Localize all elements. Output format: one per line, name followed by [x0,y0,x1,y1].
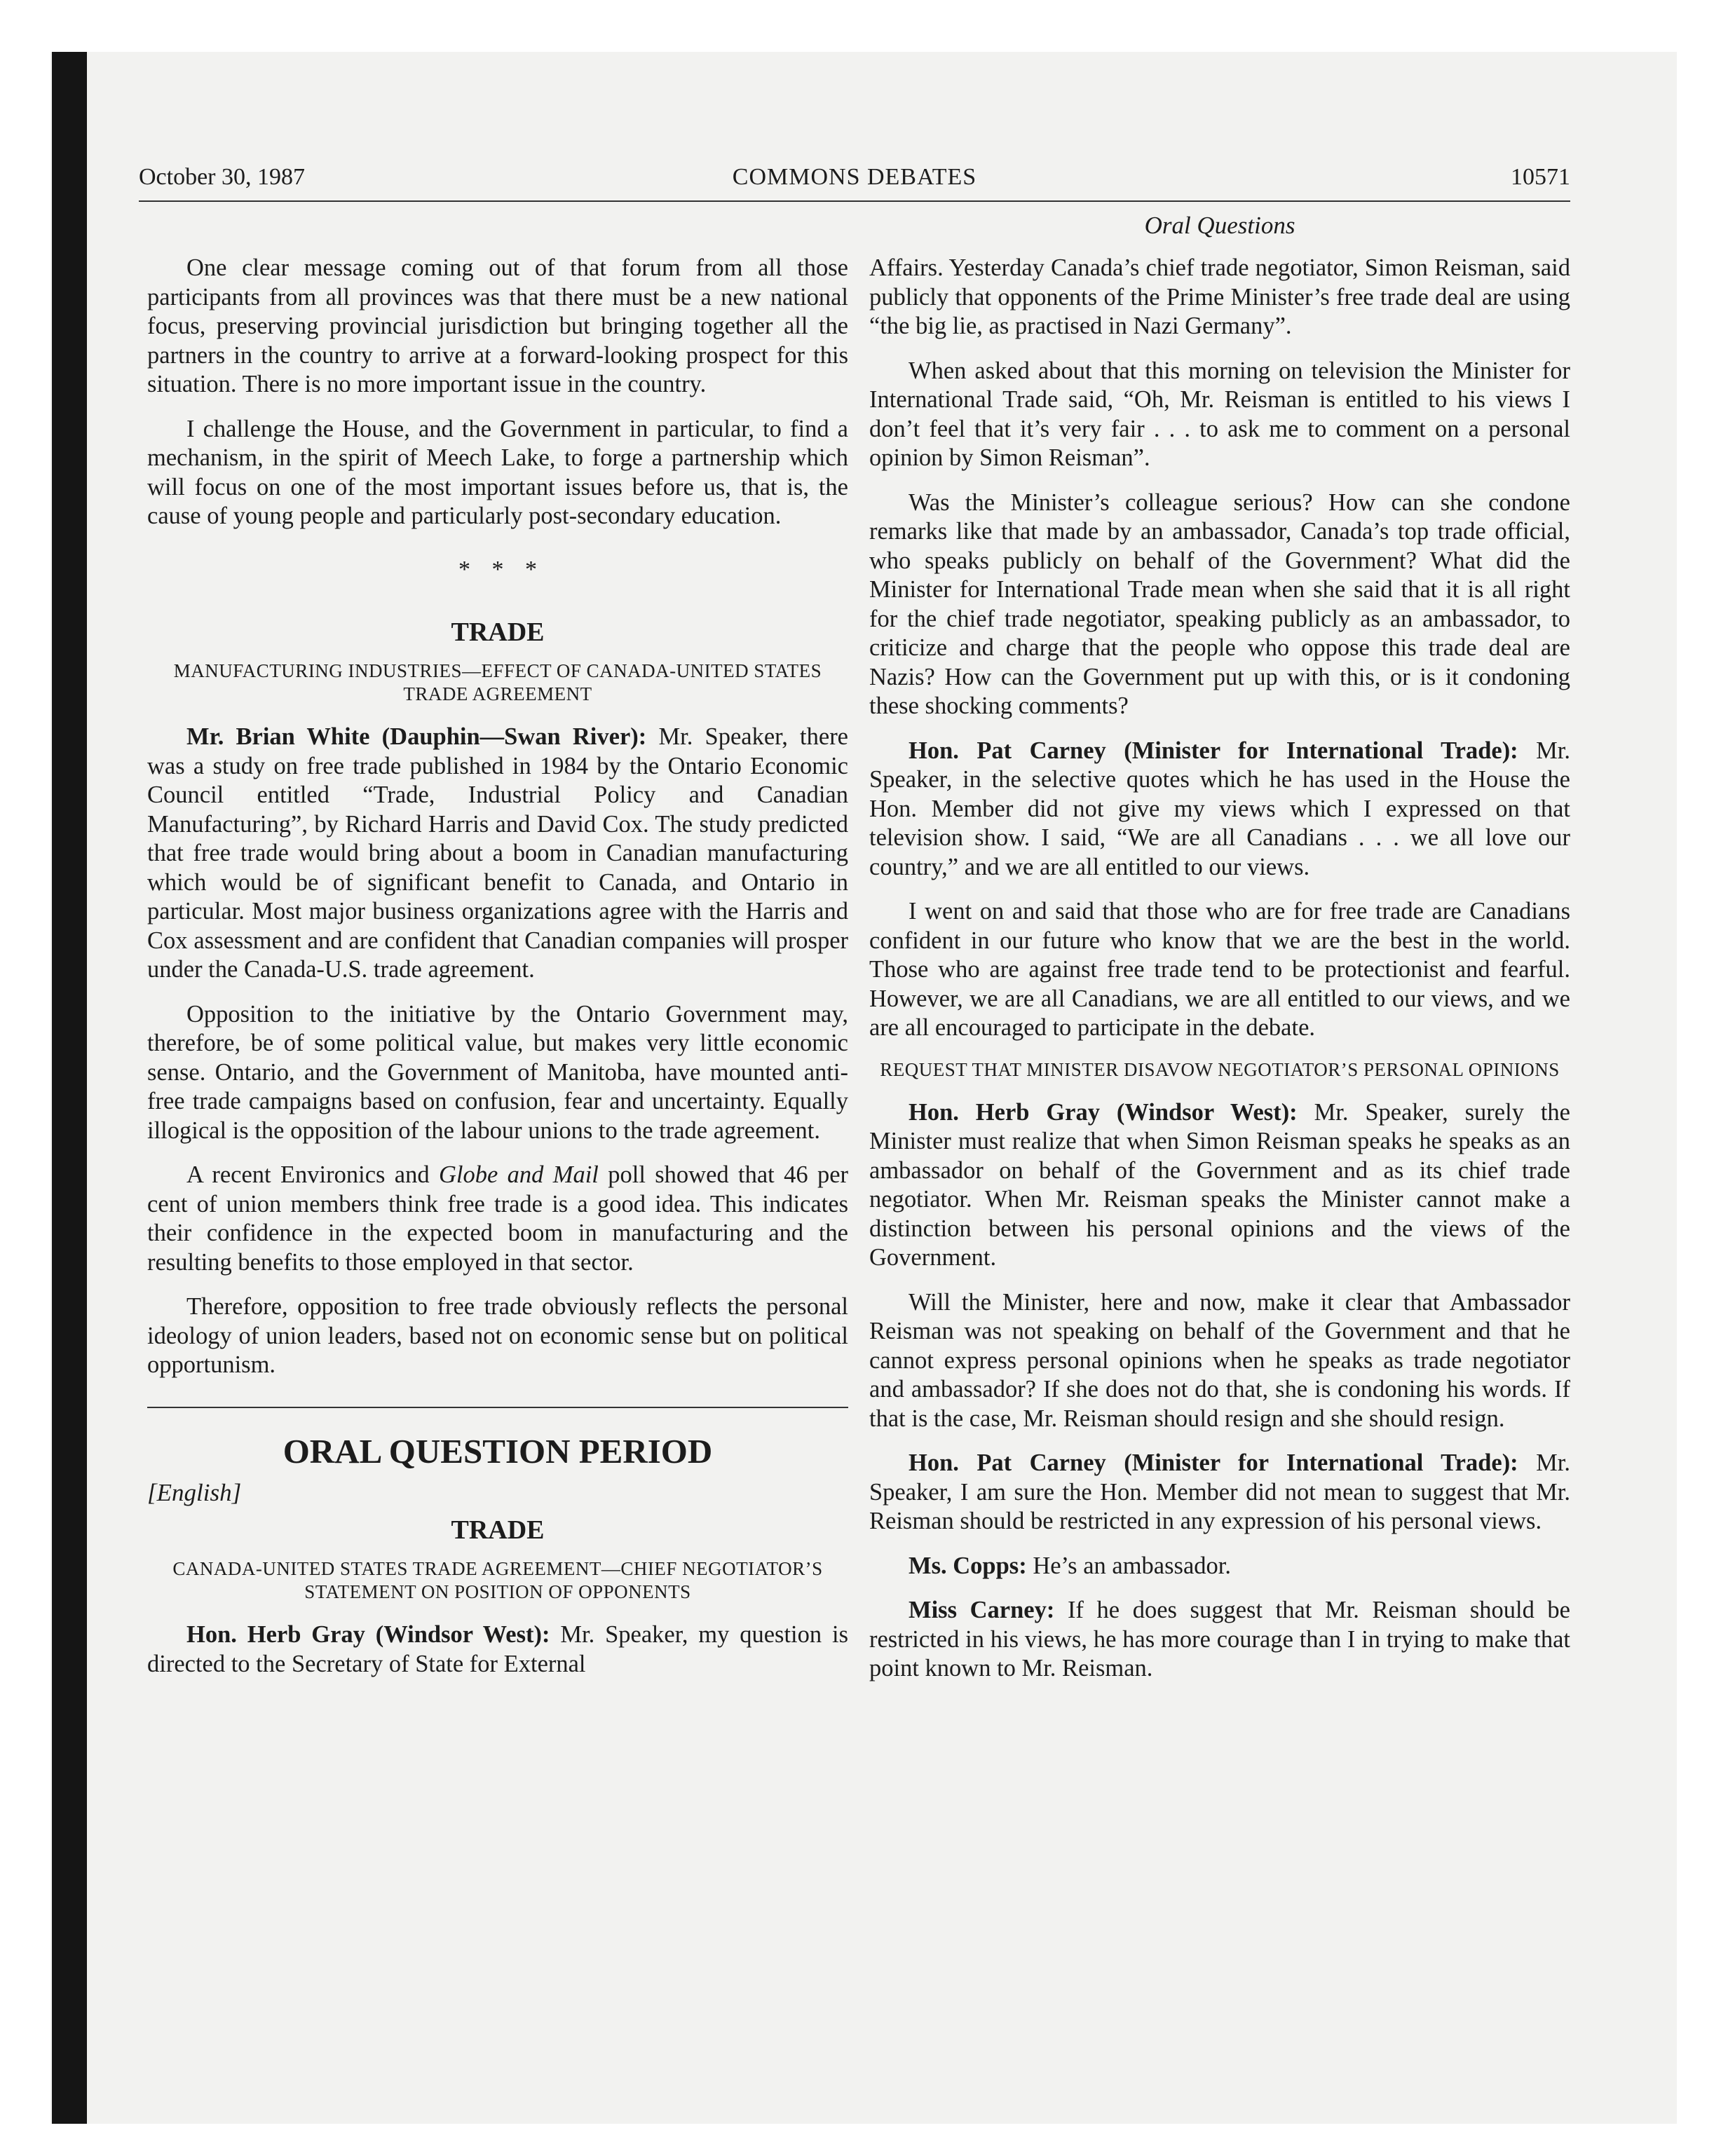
paragraph: Was the Minister’s colleague serious? How can she condone remarks like that made by an ambassador, Canada’s top trade official, who speaks publicly on behalf of the Government? What did the Minister for International Trade mean when she said that it is all right for the chief trade negotiator, speaking publicly as an ambassador, to criticize and charge that the people who oppose this trade deal are Nazis? How can the Government put up with this, or is it condoning these shocking comments? [869,489,1570,719]
paragraph: Will the Minister, here and now, make it clear that Ambassador Reisman was not speaking on behalf of the Government and that he cannot express personal opinions when he speaks as trade negotiator and ambassador? If she does not do that, she is condoning his words. If that is the case, Mr. Reisman should resign and she should resign. [869,1288,1570,1432]
paragraph: Affairs. Yesterday Canada’s chief trade negotiator, Simon Reisman, said publicly that opponents of the Prime Minister’s free trade deal are using “the big lie, as practised in Nazi Germany”. [869,254,1570,339]
paragraph [869,737,1570,882]
paragraph: When asked about that this morning on television the Minister for International Trade said, “Oh, Mr. Reisman is entitled to his views I don’t feel that it’s very fair . . . to ask me to comment on a personal opinion by Simon Reisman”. [869,357,1570,471]
binding-edge [52,52,87,2124]
paragraph [147,723,848,985]
subheading: MANUFACTURING INDUSTRIES—EFFECT OF CANADA-UNITED STATES TRADE AGREEMENT [173,660,822,704]
speech-text: A recent Environics and [186,1161,439,1188]
speech-text: Mr. Speaker, surely the Minister must realize that when Simon Reisman speaks he speaks as an ambassador on behalf of the Government and as its chief trade negotiator. When Mr. Reisman speaks the Minister cannot make a distinction between his personal opinions and the views of the Government. [869,1098,1570,1271]
paragraph: Opposition to the initiative by the Ontario Government may, therefore, be of some political value, but makes very little economic sense. Ontario, and the Government of Manitoba, have mounted anti-free trade campaigns based on confusion, fear and uncertainty. Equally illogical is the opposition of the labour unions to the trade agreement. [147,1000,848,1144]
heading-oral-question-period: ORAL QUESTION PERIOD [283,1431,713,1471]
subheading: REQUEST THAT MINISTER DISAVOW NEGOTIATOR’S PERSONAL OPINIONS [880,1058,1560,1080]
paragraph: Therefore, opposition to free trade obviously reflects the personal ideology of union leaders, based not on economic sense but on political opportunism. [147,1293,848,1378]
left-column [147,254,848,1694]
subheading: CANADA-UNITED STATES TRADE AGREEMENT—CHIEF NEGOTIATOR’S STATEMENT ON POSITION OF OPPONENTS [172,1558,823,1602]
header-page-number: 10571 [1511,164,1570,190]
paragraph: I challenge the House, and the Government in particular, to find a mechanism, in the spirit of Meech Lake, to forge a partnership which will focus on one of the most important issues before us, that is, the cause of young people and particularly post-secondary education. [147,415,848,529]
paragraph: I went on and said that those who are for free trade are Canadians confident in our future who know that we are the best in the world. Those who are against free trade tend to be protectionist and fearful. However, we are all Canadians, we are all entitled to our views, and we are all encouraged to participate in the debate. [869,898,1570,1041]
heading-trade: TRADE [451,1515,545,1545]
speech-text: Mr. Speaker, I am sure the Hon. Member did not mean to suggest that Mr. Reisman should be restricted in any expression of his personal views. [869,1449,1570,1534]
section-subhead: Oral Questions [1144,212,1295,239]
speech-text: He’s an ambassador. [1033,1552,1231,1579]
running-head [139,156,1570,202]
paragraph [869,1098,1570,1273]
paragraph: One clear message coming out of that forum from all those participants from all provinces was that there must be a new national focus, preserving provincial jurisdiction but bringing together all the partners in the country to arrive at a forward-looking prospect for this situation. There is no more important issue in the country. [147,254,848,397]
speaker-name: Hon. Pat Carney (Minister for International Trade): [909,1449,1518,1476]
speaker-name: Mr. Brian White (Dauphin—Swan River): [186,723,647,750]
speaker-name: Miss Carney: [909,1597,1055,1623]
header-date: October 30, 1987 [139,164,306,190]
speaker-name: Hon. Herb Gray (Windsor West): [909,1098,1298,1126]
speech-text: poll showed that 46 per cent of union members think free trade is a good idea. This indicates their confidence in the expected boom in manufacturing and the resulting benefits to those employed in that sector. [147,1161,848,1276]
paragraph [869,1552,1570,1581]
header-title: COMMONS DEBATES [732,164,977,190]
speech-text: Mr. Speaker, my question is directed to the Secretary of State for External [147,1621,849,1677]
speaker-name: Hon. Herb Gray (Windsor West): [186,1621,550,1648]
speaker-name: Hon. Pat Carney (Minister for International Trade): [909,737,1518,764]
speech-text: Mr. Speaker, there was a study on free trade published in 1984 by the Ontario Economic Council entitled “Trade, Industrial Policy and Canadian Manufacturing”, by Richard Harris and David Cox. The study predicted that free trade would bring about a boom in Canadian manufacturing which would be of significant benefit to Canada, and Ontario in particular. Most major business organizations agree with the Harris and Cox assessment and are confident that Canadian companies will prosper under the Canada-U.S. trade agreement. [147,723,848,983]
language-tag: [English] [147,1478,242,1506]
right-column [869,254,1570,1699]
section-rule [147,1407,848,1408]
paragraph [147,1161,848,1277]
speech-text: If he does suggest that Mr. Reisman should be restricted in his views, he has more courage than I in trying to make that point known to Mr. Reisman. [869,1597,1570,1681]
speech-text: Mr. Speaker, in the selective quotes which he has used in the House the Hon. Member did not give my views which I expressed on that television show. I said, “We are all Canadians . . . we all love our country,” and we are all entitled to our views. [869,737,1570,880]
section-separator: * * * [458,556,537,582]
publication-title: Globe and Mail [438,1161,599,1188]
speaker-name: Ms. Copps: [909,1552,1027,1579]
paragraph [869,1596,1570,1684]
paragraph [147,1621,848,1679]
heading-trade: TRADE [451,618,545,647]
paragraph [869,1449,1570,1536]
